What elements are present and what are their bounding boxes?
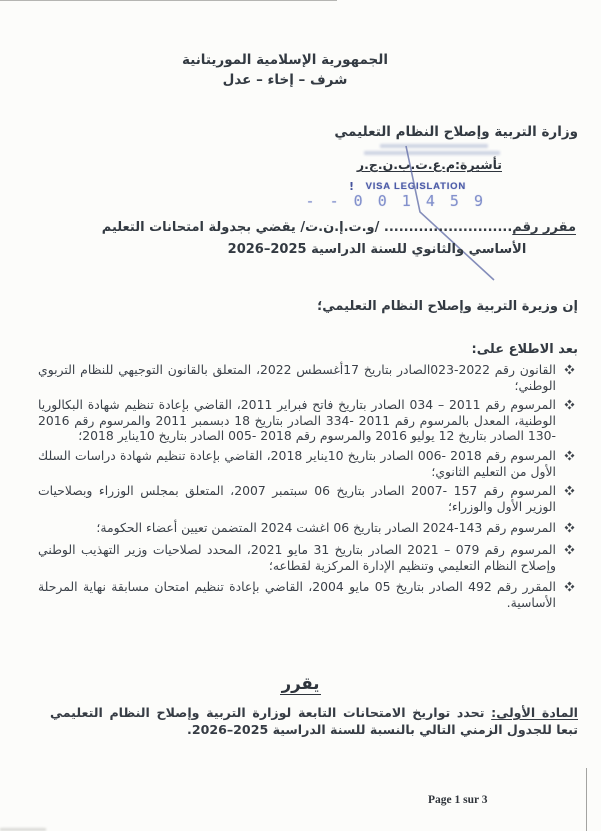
article-one-text: تحدد تواريخ الامتحانات التابعة لوزارة التربية وإصلاح النظام التعليمي تبعا للجدول الزمني التالي بالنسبة للسنة الدراسية 2025–2026. <box>50 705 578 737</box>
minister-opening-line: إن وزيرة التربية وإصلاح النظام التعليمي؛ <box>317 299 578 314</box>
reference-item: المرسوم رقم 2018 -006 الصادر بتاريخ 10يناير 2018، القاضي بإعادة تنظيم شهادة دراسات السلك الأول من التعليم الثانوي؛ <box>38 447 556 479</box>
visa-legislation-stamp: VISA LEGISLATION <box>365 181 466 192</box>
legal-references-list <box>38 362 556 614</box>
visa-stamp-block <box>305 144 502 220</box>
ministry-title: وزارة التربية وإصلاح النظام التعليمي <box>334 124 578 140</box>
stamp-frame-mark: ! <box>348 180 354 193</box>
scan-edge-artifact <box>586 768 587 831</box>
dotted-leader: .......................... <box>383 220 513 235</box>
decree-subject: /و.ت.إ.ن.ت/ يقضي بجدولة امتحانات التعليم <box>101 220 380 235</box>
decree-title <box>28 218 576 260</box>
visa-label: تأشيرة:م.ع.ت.ب.ن.ج.ر <box>356 157 502 172</box>
reference-item: المرسوم رقم 2011 – 034 الصادر بتاريخ فاتح فبراير 2011، القاضي بإعادة تنظيم شهادة البكالوريا الوطنية، المعدل بالمرسوم رقم 2011 -334 الصادر بتاريخ 18 دبسمبر 2011 والمرسوم رقم 2016 -130 الصادر بتاريخ 12 يوليو 2016 والمرسوم رقم 2018 -005 الصادر بتاريخ 10يناير 2018؛ <box>38 397 556 444</box>
stamp-serial-number: - - 0 0 1 4 5 9 <box>305 192 486 210</box>
reference-item: المرسوم رقم 143-2024 الصادر بتاريخ 06 اغشت 2024 المتضمن تعيين أعضاء الحكومة؛ <box>38 520 556 536</box>
reference-item: القانون رقم 2022-023الصادر بتاريخ 17أغسطس 2022، المتعلق بالقانون التوجيهي للنظام التربوي الوطني؛ <box>38 362 556 393</box>
review-heading: بعد الاطلاع على: <box>471 342 578 357</box>
decree-number-label: مقرر رقم <box>512 220 576 235</box>
article-one <box>50 705 578 738</box>
page-number: Page 1 sur 3 <box>428 794 488 806</box>
scan-edge-artifact <box>0 0 337 1</box>
stamp-faint-line <box>380 144 488 148</box>
article-one-label: المادة الأولى: <box>491 705 578 720</box>
decision-heading: يقرر <box>281 674 320 693</box>
decree-title-line2: الأساسي والثانوي للسنة الدراسية 2025–2026 <box>227 242 527 257</box>
stamp-faint-line <box>364 151 500 155</box>
decree-title-line1 <box>28 218 576 238</box>
reference-item: المقرر رقم 492 الصادر بتاريخ 05 مايو 2004، القاضي بإعادة تنظيم امتحان مسابقة نهاية المرحلة الأساسية. <box>38 579 556 610</box>
national-header <box>135 50 435 90</box>
country-name: الجمهورية الإسلامية الموريتانية <box>182 52 388 68</box>
national-motto: شرف – إخاء – عدل <box>222 72 348 88</box>
reference-item: المرسوم رقم 079 – 2021 الصادر بتاريخ 31 مايو 2021، المحدد لصلاحيات وزير التهذيب الوطني وإصلاح النظام التعليمي وتنظيم الإدارة المركزية لقطاعه؛ <box>38 541 556 573</box>
reference-item: المرسوم رقم 157 -2007 الصادر بتاريخ 06 سبتمبر 2007، المتعلق بمجلس الوزراء وبصلاحيات الوزير الأول والوزراء؛ <box>38 483 557 514</box>
